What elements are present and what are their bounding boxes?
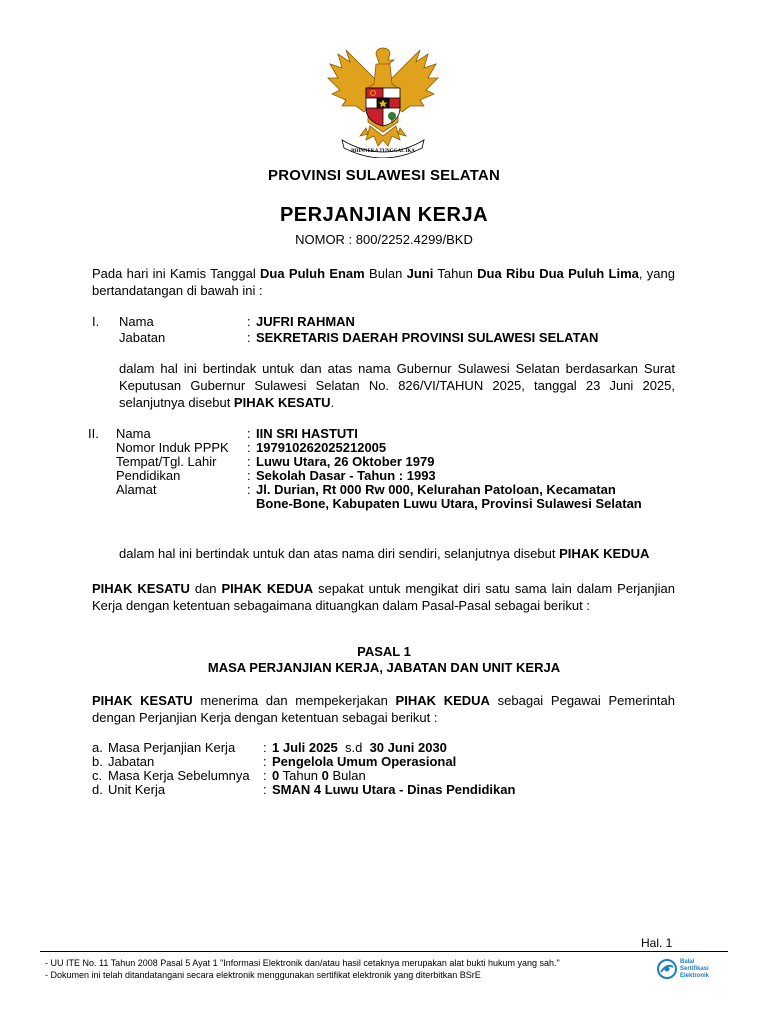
- pasal-title: MASA PERJANJIAN KERJA, JABATAN DAN UNIT KERJA: [207, 660, 561, 675]
- party2-education-colon: :: [247, 468, 251, 483]
- party1-description: dalam hal ini bertindak untuk dan atas nama Gubernur Sulawesi Selatan berdasarkan Surat Keputusan Gubernur Sulawesi Selatan No. 826/VI/TAHUN 2025, tanggal 23 Juni 2025, selanjutnya disebut PIHAK KESATU.: [119, 361, 675, 410]
- party2-education-value: Sekolah Dasar - Tahun : 1993: [256, 468, 436, 483]
- item-b-letter: b.: [92, 754, 103, 769]
- item-d-value: SMAN 4 Luwu Utara - Dinas Pendidikan: [272, 782, 516, 797]
- garuda-pancasila-emblem-icon: [326, 40, 440, 158]
- intro-day: Dua Puluh Enam: [260, 266, 365, 281]
- document-title: PERJANJIAN KERJA: [279, 204, 489, 226]
- party2-education-label: Pendidikan: [116, 468, 181, 483]
- party2-name-label: Nama: [116, 426, 151, 441]
- pasal-number: PASAL 1: [357, 644, 411, 659]
- party1-name-value: JUFRI RAHMAN: [256, 314, 355, 329]
- party2-birth-colon: :: [247, 454, 251, 469]
- party2-nip-value: 197910262025212005: [256, 440, 387, 455]
- party2-name-colon: :: [247, 426, 251, 441]
- party1-position-value: SEKRETARIS DAERAH PROVINSI SULAWESI SELATAN: [256, 330, 599, 345]
- item-b-label: Jabatan: [108, 754, 155, 769]
- agreement-paragraph: PIHAK KESATU dan PIHAK KEDUA sepakat untuk mengikat diri satu sama lain dalam Perjanjian Kerja dengan ketentuan sebagaimana dituangkan dalam Pasal-Pasal sebagai berikut :: [92, 581, 675, 613]
- party1-position-label: Jabatan: [119, 330, 166, 345]
- party2-birth-label: Tempat/Tgl. Lahir: [116, 454, 217, 469]
- party2-designation: PIHAK KEDUA: [559, 546, 650, 561]
- party2-numeral: II.: [88, 426, 99, 441]
- party2-birth-value: Luwu Utara, 26 Oktober 1979: [256, 454, 435, 469]
- item-d-label: Unit Kerja: [108, 782, 166, 797]
- item-a-colon: :: [263, 740, 267, 755]
- footer-note-signature: - Dokumen ini telah ditandatangani secara elektronik menggunakan sertifikat elektronik yang diterbitkan BSrE: [45, 970, 481, 980]
- intro-year: Dua Ribu Dua Puluh Lima: [477, 266, 639, 281]
- party2-address-colon: :: [247, 482, 251, 497]
- party1-name-colon: :: [247, 314, 251, 329]
- party1-position-colon: :: [247, 330, 251, 345]
- footer-note-ite: - UU ITE No. 11 Tahun 2008 Pasal 5 Ayat 1 "Informasi Elektronik dan/atau hasil cetaknya merupakan alat bukti hukum yang sah.": [45, 958, 560, 968]
- item-a-label: Masa Perjanjian Kerja: [108, 740, 236, 755]
- item-d-colon: :: [263, 782, 267, 797]
- document-number: NOMOR : 800/2252.4299/BKD: [295, 232, 473, 247]
- party2-address-value: Jl. Durian, Rt 000 Rw 000, Kelurahan Patoloan, Kecamatan: [256, 482, 616, 497]
- item-d-letter: d.: [92, 782, 103, 797]
- emblem-motto: BHINNEKA TUNGGAL IKA: [351, 149, 415, 154]
- party2-address-label: Alamat: [116, 482, 157, 497]
- pasal1-paragraph: PIHAK KESATU menerima dan mempekerjakan PIHAK KEDUA sebagai Pegawai Pemerintah dengan Perjanjian Kerja dengan ketentuan sebagai berikut :: [92, 693, 675, 725]
- item-c-label: Masa Kerja Sebelumnya: [108, 768, 250, 783]
- province-heading: PROVINSI SULAWESI SELATAN: [268, 167, 500, 184]
- intro-month: Juni: [406, 266, 434, 281]
- item-b-colon: :: [263, 754, 267, 769]
- bsre-logo-icon: [657, 955, 729, 983]
- item-c-value: 0 Tahun 0 Bulan: [272, 768, 366, 783]
- item-b-value: Pengelola Umum Operasional: [272, 754, 457, 769]
- party1-designation: PIHAK KESATU: [233, 395, 331, 410]
- item-a-letter: a.: [92, 740, 103, 755]
- page-number: Hal. 1: [641, 936, 673, 950]
- intro-paragraph: Pada hari ini Kamis Tanggal Dua Puluh Enam Bulan Juni Tahun Dua Ribu Dua Puluh Lima, yang bertandatangan di bawah ini :: [92, 266, 675, 298]
- party2-description: dalam hal ini bertindak untuk dan atas nama diri sendiri, selanjutnya disebut PIHAK KEDUA: [119, 546, 650, 561]
- bsre-logo-line2: Sertifikasi: [680, 966, 709, 972]
- party1-numeral: I.: [92, 314, 100, 329]
- footer-divider: [40, 951, 728, 952]
- party2-nip-label: Nomor Induk PPPK: [116, 440, 229, 455]
- item-a-value: 1 Juli 2025 s.d 30 Juni 2030: [272, 740, 447, 755]
- party1-name-label: Nama: [119, 314, 154, 329]
- party2-address-line2: Bone-Bone, Kabupaten Luwu Utara, Provinsi Sulawesi Selatan: [256, 496, 642, 511]
- party2-name-value: IIN SRI HASTUTI: [256, 426, 358, 441]
- bsre-logo-line3: Elektronik: [680, 973, 710, 979]
- party2-nip-colon: :: [247, 440, 251, 455]
- item-c-colon: :: [263, 768, 267, 783]
- item-c-letter: c.: [92, 768, 103, 783]
- bsre-logo-line1: Balai: [680, 959, 695, 965]
